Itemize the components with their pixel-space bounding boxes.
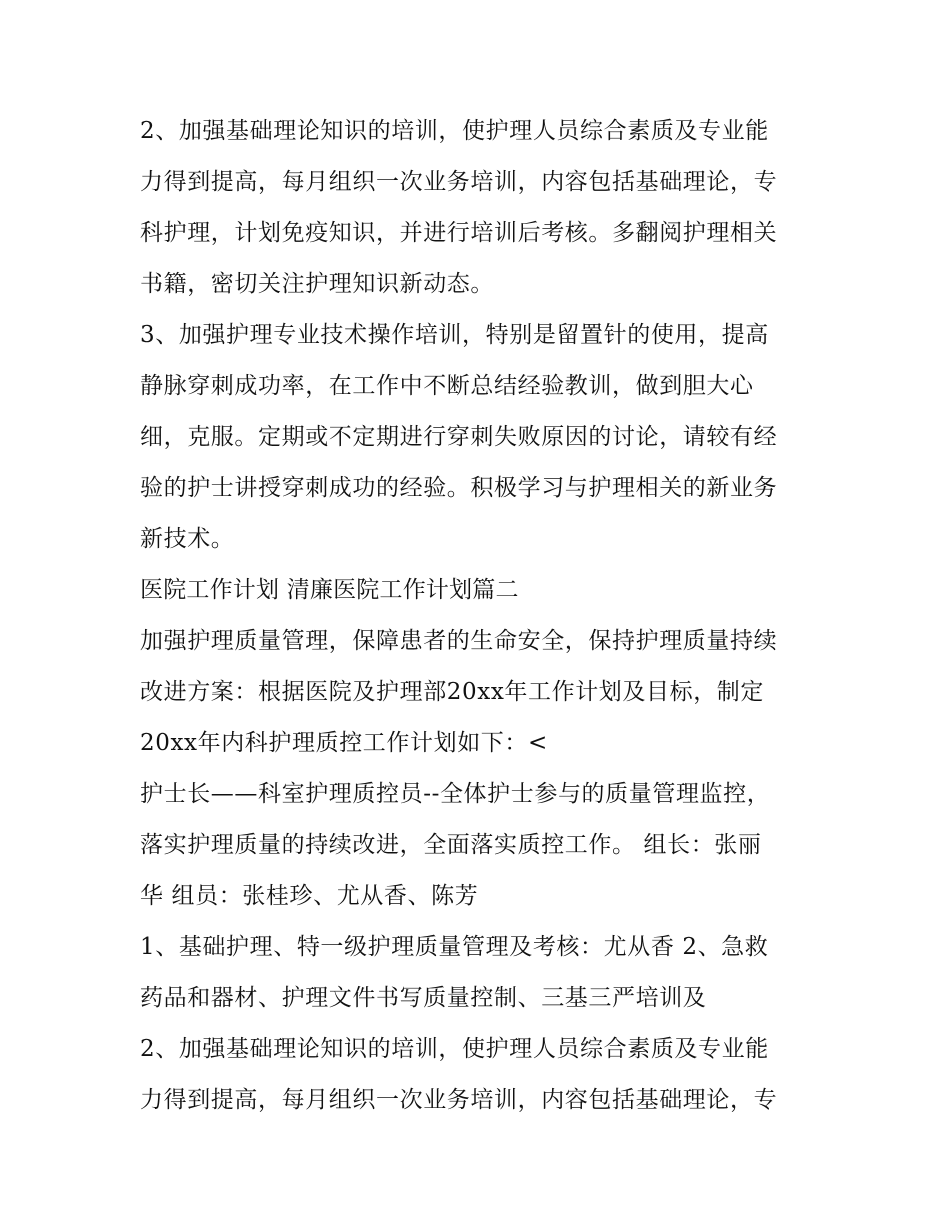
text-line: 华 组员：张桂珍、尤从香、陈芳 [140,883,479,909]
text-line: 力得到提高，每月组织一次业务培训，内容包括基础理论，专 [140,169,778,195]
text-line: 3、加强护理专业技术操作培训，特别是留置针的使用，提高 [140,322,769,348]
text-line: 力得到提高，每月组织一次业务培训，内容包括基础理论，专 [140,1087,778,1113]
text-line: 改进方案：根据医院及护理部20xx年工作计划及目标，制定 [140,679,765,705]
text-line: 1、基础护理、特一级护理质量管理及考核：尤从香 2、急救 [140,934,769,960]
document-body [140,106,820,1126]
text-line: 药品和器材、护理文件书写质量控制、三基三严培训及 [140,985,707,1011]
text-line: 护士长——科室护理质控员--全体护士参与的质量管理监控， [140,781,771,807]
text-line: 20xx年内科护理质控工作计划如下：< [140,730,548,756]
text-line: 静脉穿刺成功率，在工作中不断总结经验教训，做到胆大心 [140,373,754,399]
section-heading: 医院工作计划 清廉医院工作计划篇二 [140,577,519,603]
text-line: 加强护理质量管理，保障患者的生命安全，保持护理质量持续 [140,628,778,654]
text-line: 2、加强基础理论知识的培训，使护理人员综合素质及专业能 [140,1036,769,1062]
text-line: 落实护理质量的持续改进，全面落实质控工作。 组长：张丽 [140,832,762,858]
text-line: 2、加强基础理论知识的培训，使护理人员综合素质及专业能 [140,118,769,144]
text-line: 细，克服。定期或不定期进行穿刺失败原因的讨论，请较有经 [140,424,778,450]
text-line: 科护理，计划免疫知识，并进行培训后考核。多翻阅护理相关 [140,220,778,246]
text-line: 书籍，密切关注护理知识新动态。 [140,271,494,297]
text-line: 新技术。 [140,526,235,552]
text-line: 验的护士讲授穿刺成功的经验。积极学习与护理相关的新业务 [140,475,778,501]
